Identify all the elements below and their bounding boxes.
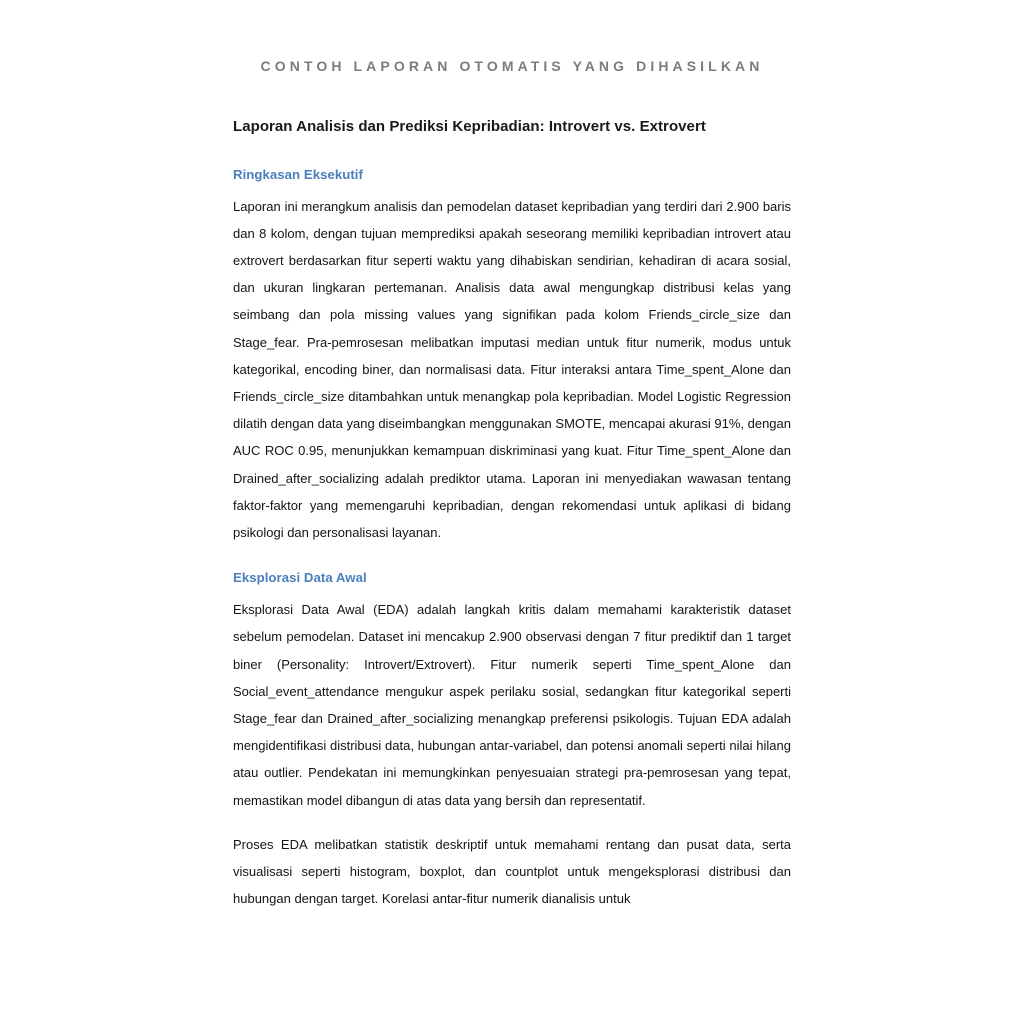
document-title: Laporan Analisis dan Prediksi Kepribadian: Introvert vs. Extrovert <box>233 118 706 135</box>
paragraph: Eksplorasi Data Awal (EDA) adalah langkah kritis dalam memahami karakteristik dataset sebelum pemodelan. Dataset ini mencakup 2.900 observasi dengan 7 fitur prediktif dan 1 target biner (Personality: Introvert/Extrovert). Fitur numerik seperti Time_spent_Alone dan Social_event_attendance mengukur aspek perilaku sosial, sedangkan fitur kategorikal seperti Stage_fear dan Drained_after_socializing menangkap preferensi psikologis. Tujuan EDA adalah mengidentifikasi distribusi data, hubungan antar-variabel, dan potensi anomali seperti nilai hilang atau outlier. Pendekatan ini memungkinkan penyesuaian strategi pra-pemrosesan yang tepat, memastikan model dibangun di atas data yang bersih dan representatif. <box>233 602 791 808</box>
section-eksplorasi-data-awal <box>233 568 791 912</box>
section-heading-ringkasan-eksekutif: Ringkasan Eksekutif <box>233 166 363 182</box>
paragraph: Proses EDA melibatkan statistik deskriptif untuk memahami rentang dan pusat data, serta visualisasi seperti histogram, boxplot, dan countplot untuk mengeksplorasi distribusi dan hubungan dengan target. Korelasi antar-fitur numerik dianalisis untuk <box>233 836 791 907</box>
document-content <box>233 112 791 912</box>
paragraph: Laporan ini merangkum analisis dan pemodelan dataset kepribadian yang terdiri dari 2.900 baris dan 8 kolom, dengan tujuan memprediksi apakah seseorang memiliki kepribadian introvert atau extrovert berdasarkan fitur seperti waktu yang dihabiskan sendirian, kehadiran di acara sosial, dan ukuran lingkaran pertemanan. Analisis data awal mengungkap distribusi kelas yang seimbang dan pola missing values yang signifikan pada kolom Friends_circle_size dan Stage_fear. Pra-pemrosesan melibatkan imputasi median untuk fitur numerik, modus untuk kategorikal, encoding biner, dan normalisasi data. Fitur interaksi antara Time_spent_Alone dan Friends_circle_size ditambahkan untuk menangkap pola kepribadian. Model Logistic Regression dilatih dengan data yang diseimbangkan menggunakan SMOTE, mencapai akurasi 91%, dengan AUC ROC 0.95, menunjukkan kemampuan diskriminasi yang kuat. Fitur Time_spent_Alone dan Drained_after_socializing adalah prediktor utama. Laporan ini menyediakan wawasan tentang faktor-faktor yang memengaruhi kepribadian, dengan rekomendasi untuk aplikasi di bidang psikologi dan personalisasi layanan. <box>233 198 791 540</box>
running-header: CONTOH LAPORAN OTOMATIS YANG DIHASILKAN <box>260 58 764 74</box>
section-ringkasan-eksekutif <box>233 165 791 547</box>
section-heading-eksplorasi-data-awal: Eksplorasi Data Awal <box>233 570 367 586</box>
